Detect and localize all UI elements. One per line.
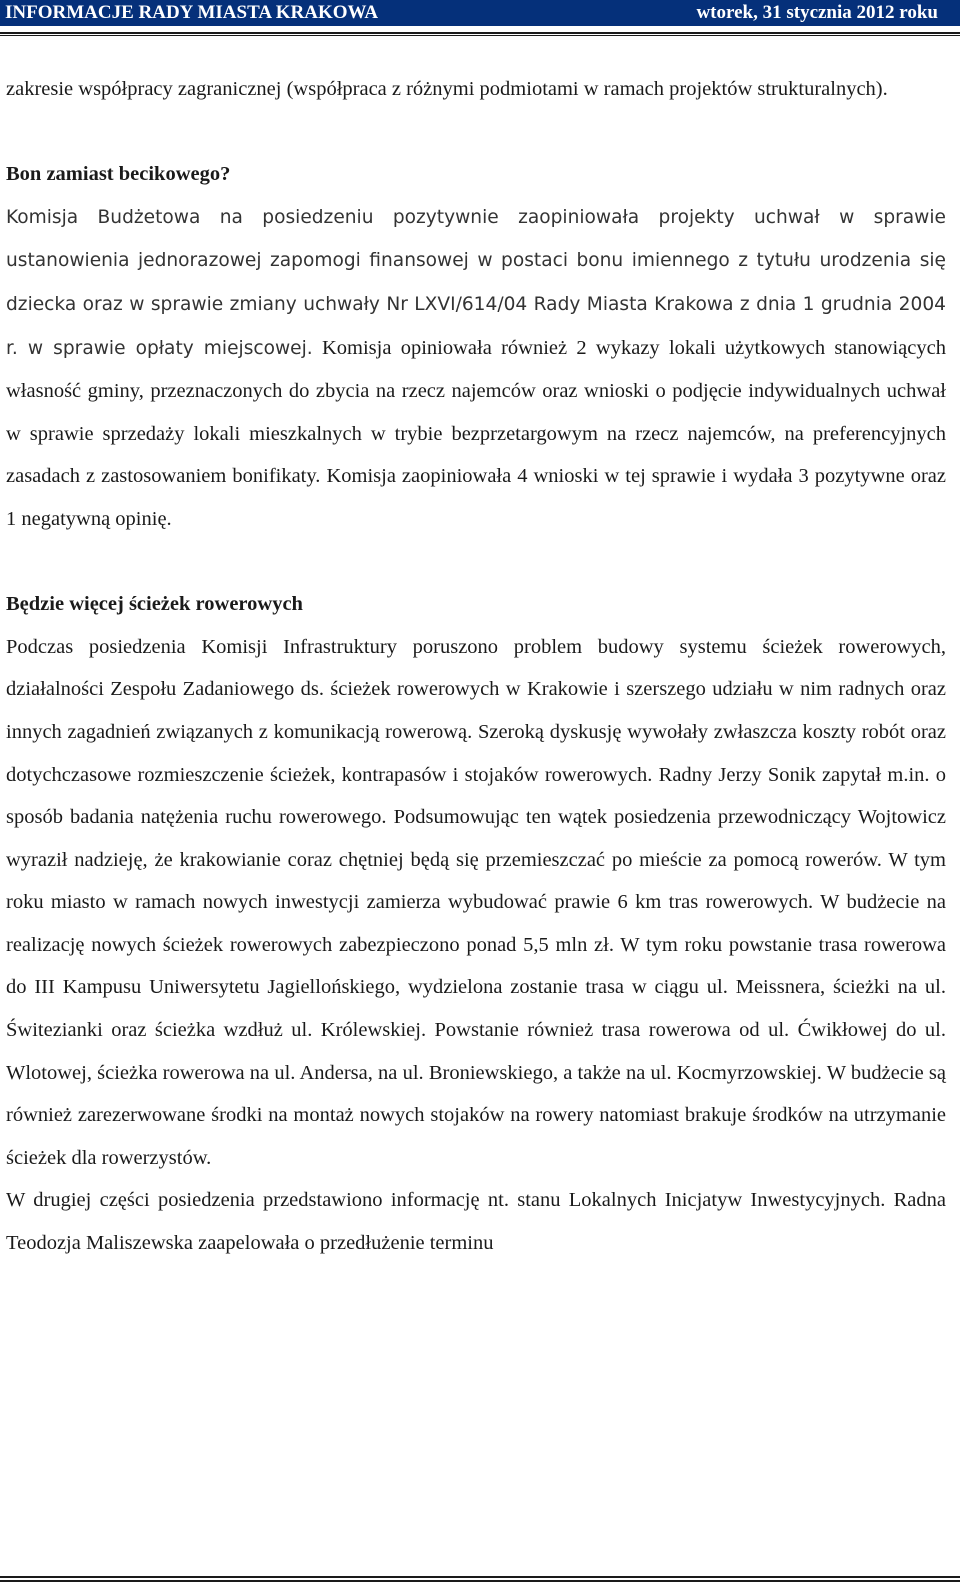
publication-date: wtorek, 31 stycznia 2012 roku [696, 2, 938, 23]
section-heading-bon: Bon zamiast becikowego? [6, 163, 231, 186]
bon-paragraph-part-1: Komisja Budżetowa na posiedzeniu pozytywnie zaopiniowała projekty uchwał w sprawie ustanowienia jednorazowej zapomogi finansowej w postaci bonu imiennego z tytułu urodzenia się dziecka oraz w sprawie zmiany uchwały Nr LXVI/614/04 Rady Miasta Krakowa z dnia 1 grudnia 2004 r. w sprawie opłaty miejscowej. [6, 206, 946, 359]
bon-paragraph [6, 196, 946, 541]
spacer [6, 541, 946, 584]
page-header [0, 0, 960, 26]
rower-paragraph-2: W drugiej części posiedzenia przedstawiono informację nt. stanu Lokalnych Inicjatyw Inwestycyjnych. Radna Teodozja Maliszewska zaapelowała o przedłużenie terminu [6, 1189, 946, 1255]
section-heading-rower: Będzie więcej ścieżek rowerowych [6, 593, 303, 616]
publication-title: INFORMACJE RADY MIASTA KRAKOWA [5, 2, 379, 23]
footer-divider [0, 1576, 960, 1582]
bon-paragraph-part-2: Komisja opiniowała również 2 wykazy lokali użytkowych stanowiących własność gminy, przeznaczonych do zbycia na rzecz najemców oraz wnioski o podjęcie indywidualnych uchwał w sprawie sprzedaży lokali mieszkalnych w trybie bezprzetargowym na rzecz najemców, na preferencyjnych zasadach z zastosowaniem bonifikaty. Komisja zaopiniowała 4 wnioski w tej sprawie i wydała 3 pozytywne oraz 1 negatywną opinię. [6, 336, 946, 530]
rower-paragraph-1: Podczas posiedzenia Komisji Infrastruktury poruszono problem budowy systemu ścieżek rowerowych, działalności Zespołu Zadaniowego ds. ścieżek rowerowych w Krakowie i szerszego udziału w nim radnych oraz innych zagadnień związanych z komunikacją rowerową. Szeroką dyskusję wywołały zwłaszcza koszty robót oraz dotychczasowe rozmieszczenie ścieżek, kontrapasów i stojaków rowerowych. Radny Jerzy Sonik zapytał m.in. o sposób badania natężenia ruchu rowerowego. Podsumowując ten wątek posiedzenia przewodniczący Wojtowicz wyraził nadzieję, że krakowianie coraz chętniej będą się przemieszczać po mieście za pomocą rowerów. W tym roku miasto w ramach nowych inwestycji zamierza wybudować prawie 6 km tras rowerowych. W budżecie na realizację nowych ścieżek rowerowych zabezpieczono ponad 5,5 mln zł. W tym roku powstanie trasa rowerowa do III Kampusu Uniwersytetu Jagiellońskiego, wydzielona zostanie trasa w ciągu ul. Meissnera, ścieżki na ul. Świtezianki oraz ścieżka wzdłuż ul. Królewskiej. Powstanie również trasa rowerowa od ul. Ćwikłowej do ul. Wlotowej, ścieżka rowerowa na ul. Andersa, na ul. Broniewskiego, a także na ul. Kocmyrzowskiej. W budżecie są również zarezerwowane środki na montaż nowych stojaków na rowery natomiast brakuje środków na utrzymanie ścieżek dla rowerzystów. [6, 635, 946, 1169]
document-body [6, 68, 946, 1265]
intro-paragraph: zakresie współpracy zagranicznej (współpraca z różnymi podmiotami w ramach projektów strukturalnych). [6, 78, 888, 100]
header-divider [0, 32, 960, 36]
spacer [6, 111, 946, 154]
